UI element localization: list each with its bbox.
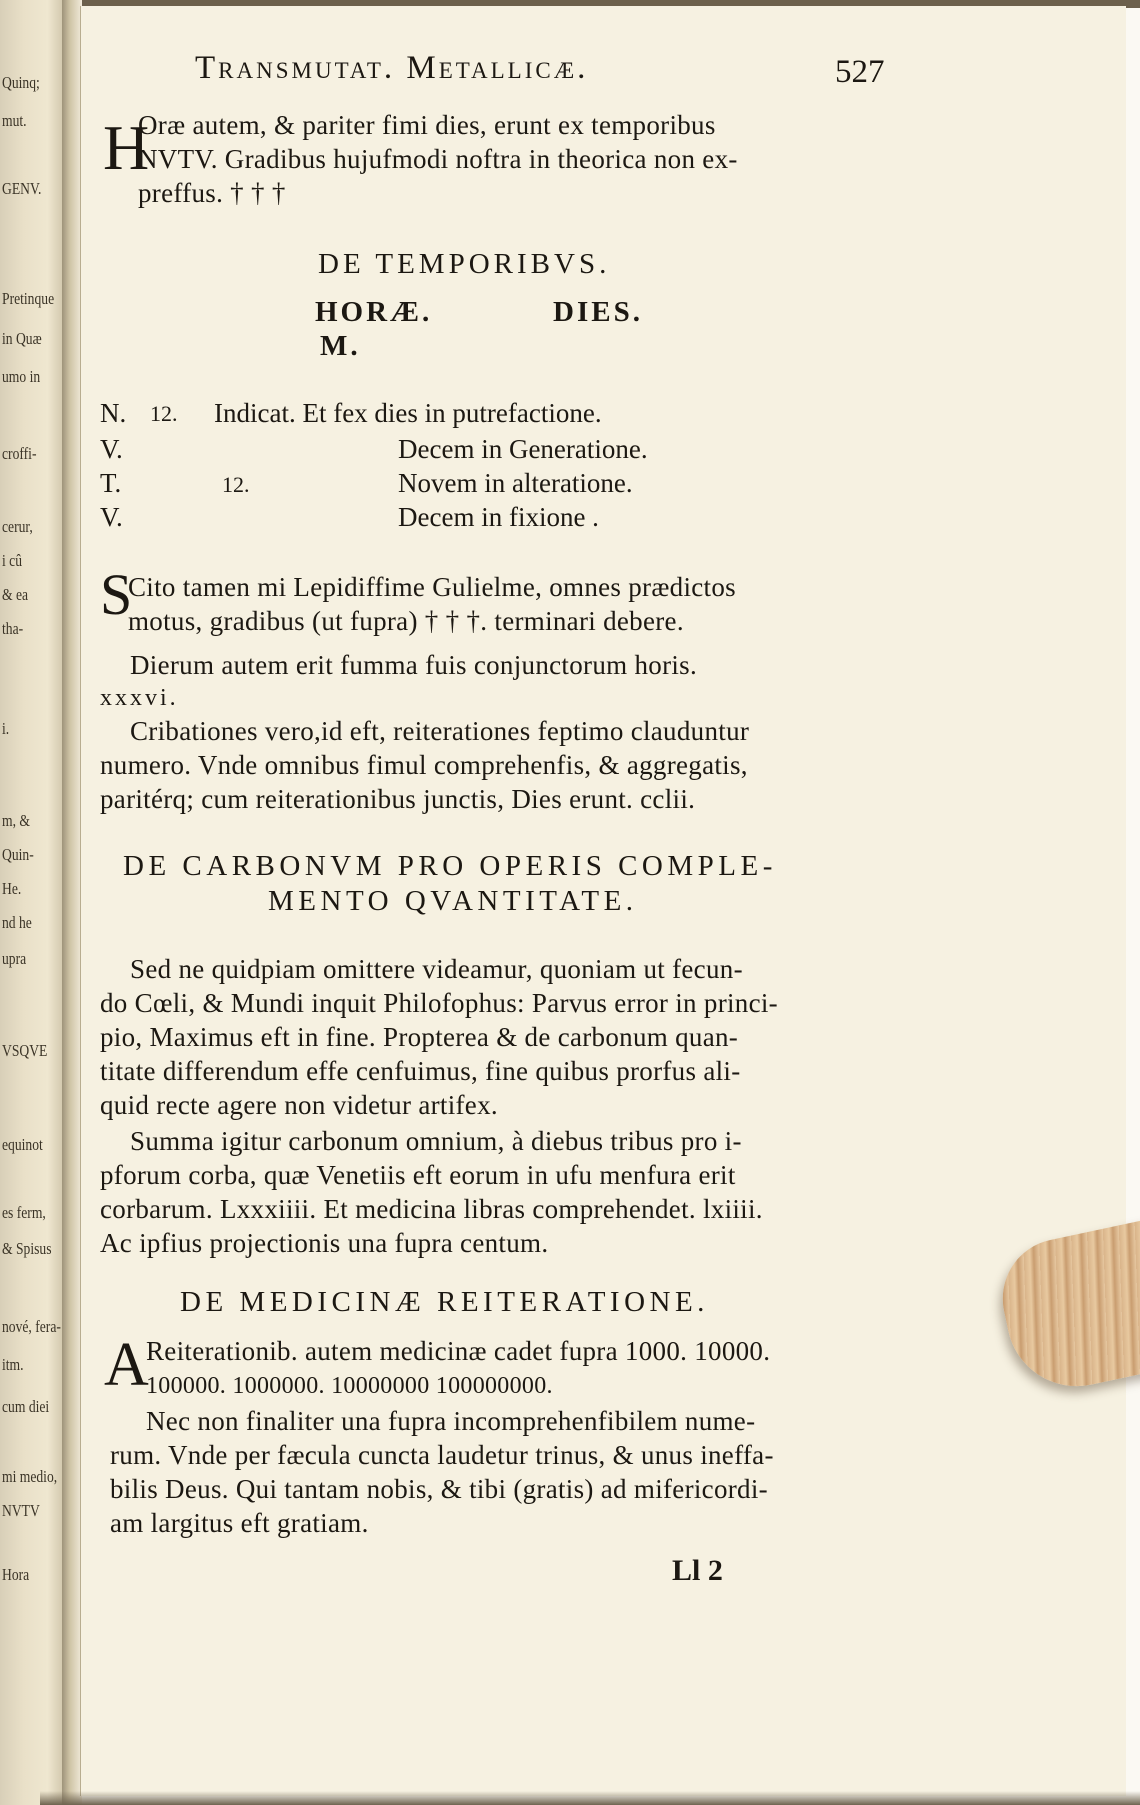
table-row-text: Decem in fixione .	[398, 502, 599, 532]
text-line: do Cœli, & Mundi inquit Philofophus: Parvus error in princi-	[100, 988, 778, 1018]
text-line: rum. Vnde per fæcula cuncta laudetur trinus, & unus ineffa-	[110, 1440, 774, 1470]
margin-fragment: & Spisus	[2, 1239, 52, 1258]
text-line: titate differendum effe cenfuimus, fine quibus prorfus ali-	[100, 1056, 741, 1086]
text-line: NVTV. Gradibus hujufmodi noftra in theorica non ex-	[138, 144, 738, 174]
margin-fragment: He.	[2, 879, 22, 898]
margin-fragment: nové, fera-	[2, 1317, 61, 1336]
text-line: am largitus eft gratiam.	[110, 1508, 369, 1538]
text-line: xxxvi.	[100, 685, 179, 711]
margin-fragment: tha-	[2, 619, 24, 638]
table-row-letter: T.	[100, 468, 122, 498]
page-number: 527	[835, 54, 885, 90]
text-line: Cribationes vero,id eft, reiterationes feptimo clauduntur	[130, 716, 750, 746]
carbonum-heading: DE CARBONVM PRO OPERIS COMPLE-	[123, 850, 777, 882]
table-row-hours: 12.	[222, 472, 250, 497]
margin-fragment: in Quæ	[2, 329, 42, 348]
medicinae-heading: DE MEDICINÆ REITERATIONE.	[180, 1286, 709, 1318]
margin-fragment: upra	[2, 949, 27, 968]
margin-fragment: nd he	[2, 913, 32, 932]
text-line: 100000. 1000000. 10000000 100000000.	[146, 1373, 553, 1399]
drop-cap-h: H	[103, 112, 150, 183]
margin-fragment: GENV.	[2, 179, 42, 198]
table-header-days: DIES.	[553, 296, 643, 328]
margin-fragment: mi medio,	[2, 1467, 58, 1486]
margin-fragment: cerur,	[2, 517, 33, 536]
text-line: Ac ipfius projectionis una fupra centum.	[100, 1228, 549, 1258]
margin-fragment: & ea	[2, 585, 29, 604]
text-line: Dierum autem erit fumma fuis conjunctorum horis.	[130, 650, 698, 680]
text-line: Reiterationib. autem medicinæ cadet fupra 1000. 10000.	[146, 1336, 771, 1366]
book-gutter	[62, 0, 82, 1805]
text-line: bilis Deus. Qui tantam nobis, & tibi (gratis) ad mifericordi-	[110, 1474, 768, 1504]
signature-mark: Ll 2	[672, 1554, 723, 1587]
times-heading: DE TEMPORIBVS.	[318, 248, 611, 280]
margin-fragment: cum diei	[2, 1397, 50, 1416]
margin-fragment: itm.	[2, 1355, 24, 1374]
table-row-text: Decem in Generatione.	[398, 434, 648, 464]
table-row-text: Novem in alteratione.	[398, 468, 633, 498]
table-row-letter: N.	[100, 398, 127, 428]
text-line: numero. Vnde omnibus fimul comprehenfis, & aggregatis,	[100, 750, 748, 780]
margin-fragment: Hora	[2, 1565, 30, 1584]
margin-fragment: es ferm,	[2, 1203, 46, 1222]
table-header-m: M.	[320, 330, 361, 362]
text-line: Oræ autem, & pariter fimi dies, erunt ex temporibus	[138, 110, 716, 140]
text-line: Cito tamen mi Lepidiffime Gulielme, omnes prædictos	[128, 572, 736, 602]
text-line: preffus. † † †	[138, 178, 286, 208]
table-row-hours: 12.	[150, 401, 178, 426]
text-line: corbarum. Lxxxiiii. Et medicina libras comprehendet. lxiiii.	[100, 1194, 763, 1224]
margin-fragment: croffi-	[2, 444, 37, 463]
text-line: paritérq; cum reiterationibus junctis, Dies erunt. cclii.	[100, 784, 696, 814]
margin-fragment: Quinq;	[2, 73, 40, 92]
table-row-text: Indicat. Et fex dies in putrefactione.	[214, 398, 602, 428]
margin-fragment: umo in	[2, 367, 41, 386]
bottom-edge-shadow	[40, 1791, 1140, 1805]
table-row-letter: V.	[100, 502, 123, 532]
margin-fragment: mut.	[2, 111, 27, 130]
running-head: Transmutat. Metallicæ.	[195, 50, 589, 86]
text-line: motus, gradibus (ut fupra) † † †. terminari debere.	[128, 606, 684, 636]
carbonum-heading: MENTO QVANTITATE.	[268, 885, 638, 917]
margin-fragment: equinot	[2, 1135, 43, 1154]
margin-fragment: VSQVE	[2, 1041, 48, 1060]
margin-fragment: Quin-	[2, 845, 34, 864]
text-line: quid recte agere non videtur artifex.	[100, 1090, 498, 1120]
text-line: Nec non finaliter una fupra incomprehenfibilem nume-	[146, 1406, 756, 1436]
margin-fragment: NVTV	[2, 1501, 40, 1520]
facing-page-edge	[0, 0, 68, 1805]
text-line: Sed ne quidpiam omittere videamur, quoniam ut fecun-	[130, 954, 743, 984]
drop-cap-s: S	[100, 562, 133, 627]
table-row-letter: V.	[100, 434, 123, 464]
text-line: Summa igitur carbonum omnium, à diebus tribus pro i-	[130, 1126, 742, 1156]
table-header-hours: HORÆ.	[315, 296, 433, 328]
text-line: pforum corba, quæ Venetiis eft eorum in ufu menfura erit	[100, 1160, 736, 1190]
margin-fragment: i cû	[2, 551, 23, 570]
text-line: pio, Maximus eft in fine. Propterea & de carbonum quan-	[100, 1022, 739, 1052]
margin-fragment: m, &	[2, 811, 30, 830]
margin-fragment: Pretinque	[2, 289, 55, 308]
margin-fragment: i.	[2, 719, 10, 738]
drop-cap-a: A	[104, 1331, 149, 1399]
